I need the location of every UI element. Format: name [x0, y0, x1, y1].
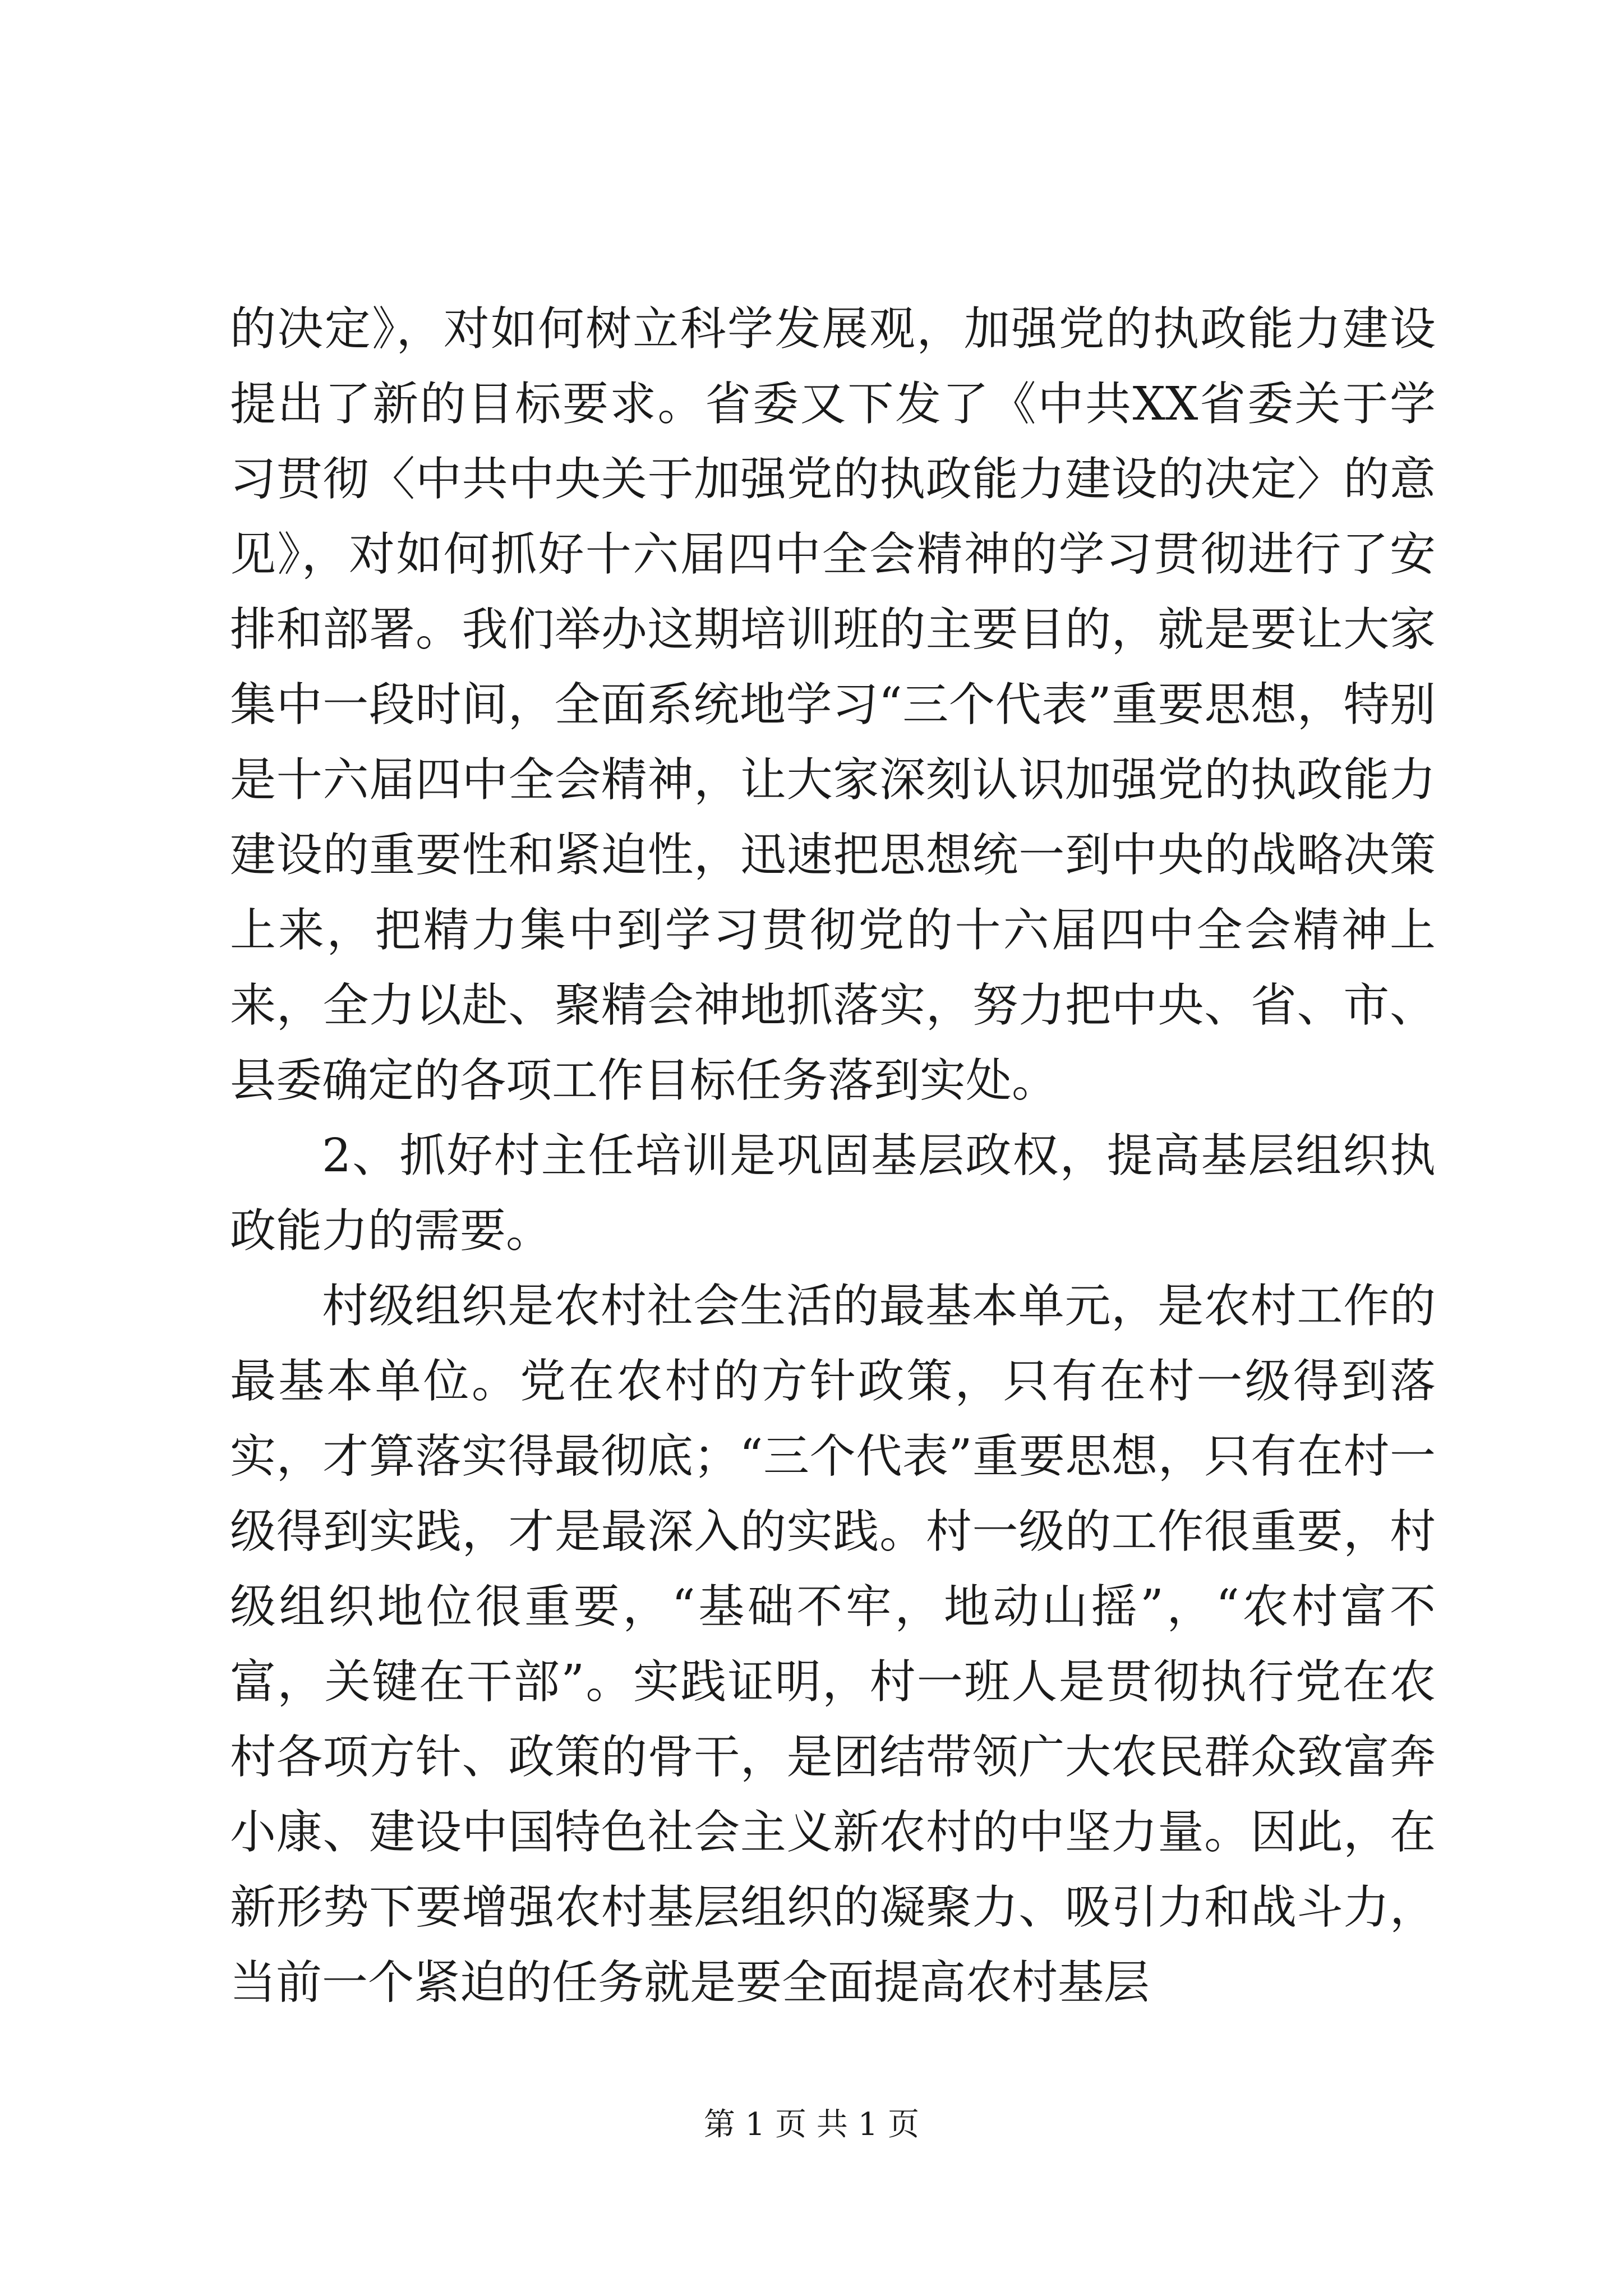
paragraph-1: 的决定》，对如何树立科学发展观，加强党的执政能力建设提出了新的目标要求。省委又下发了《中共XX省委关于学习贯彻〈中共中央关于加强党的执政能力建设的决定〉的意见》，对如何抓好十六届四中全会精神的学习贯彻进行了安排和部署。我们举办这期培训班的主要目的，就是要让大家集中一段时间，全面系统地学习“三个代表”重要思想，特别是十六届四中全会精神，让大家深刻认识加强党的执政能力建设的重要性和紧迫性，迅速把思想统一到中央的战略决策上来，把精力集中到学习贯彻党的十六届四中全会精神上来，全力以赴、聚精会神地抓落实，努力把中央、省、市、县委确定的各项工作目标任务落到实处。 [230, 302, 1436, 1107]
paragraph-2-heading: 2、抓好村主任培训是巩固基层政权，提高基层组织执政能力的需要。 [230, 1129, 1436, 1258]
document-body [230, 292, 1436, 2021]
paragraph-3: 村级组织是农村社会生活的最基本单元，是农村工作的最基本单位。党在农村的方针政策，只有在村一级得到落实，才算落实得最彻底；“三个代表”重要思想，只有在村一级得到实践，才是最深入的实践。村一级的工作很重要，村级组织地位很重要，“基础不牢，地动山摇”，“农村富不富，关键在干部”。实践证明，村一班人是贯彻执行党在农村各项方针、政策的骨干，是团结带领广大农民群众致富奔小康、建设中国特色社会主义新农村的中坚力量。因此，在新形势下要增强农村基层组织的凝聚力、吸引力和战斗力，当前一个紧迫的任务就是要全面提高农村基层 [230, 1280, 1436, 2009]
page-footer: 第 1 页 共 1 页 [703, 2106, 920, 2143]
